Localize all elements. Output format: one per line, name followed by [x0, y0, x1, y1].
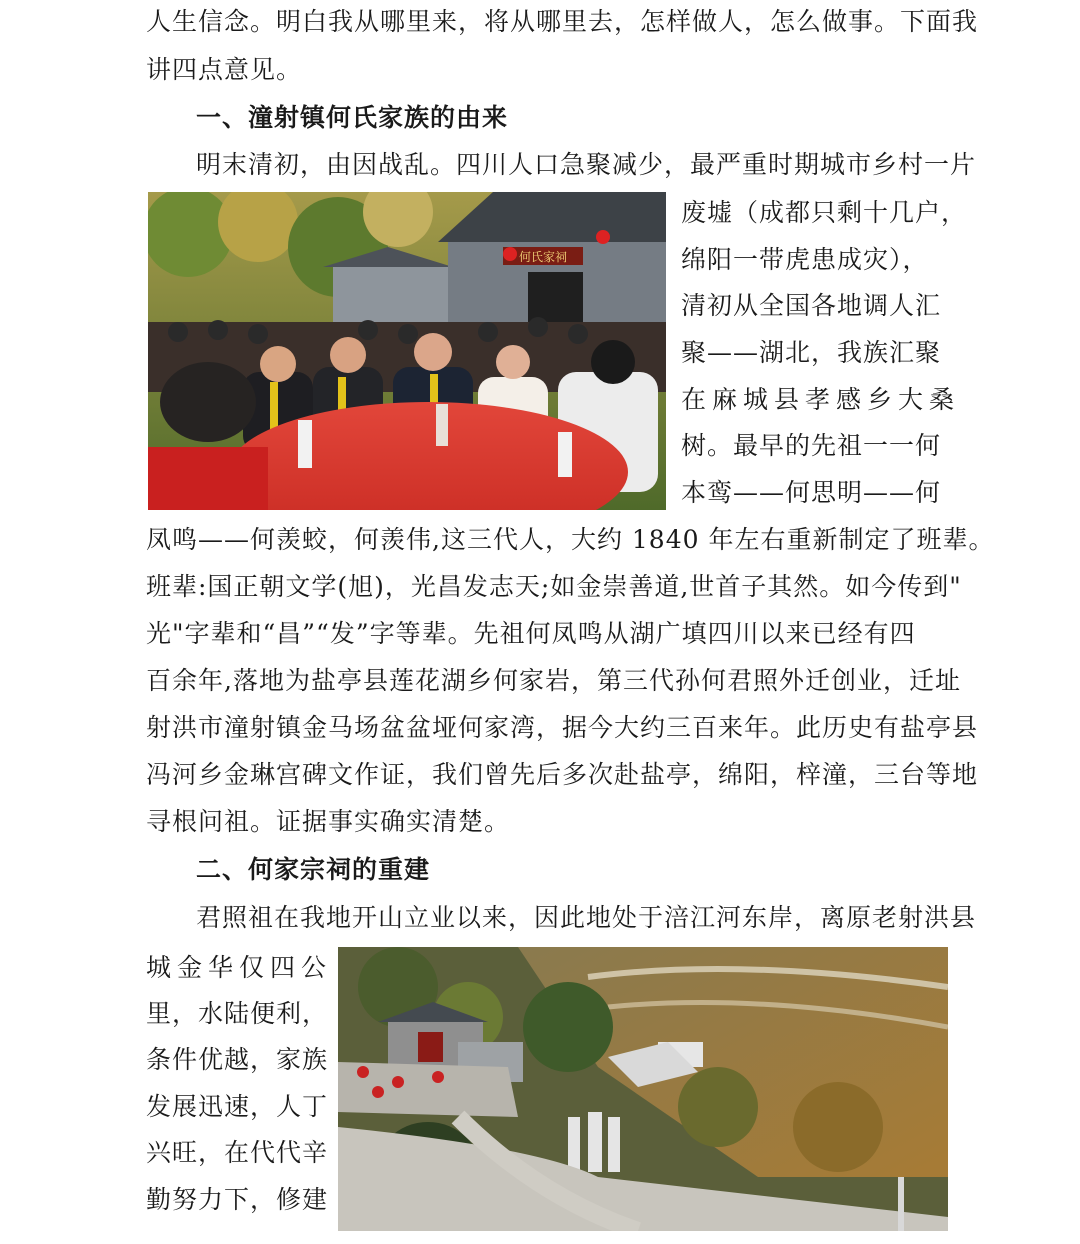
section-1-body-line-7: 寻根问祖。证据事实确实清楚。: [146, 807, 511, 836]
section-1-body-line-6: 冯河乡金琳宫碑文作证，我们曾先后多次赴盐亭，绵阳，梓潼，三台等地: [146, 760, 979, 789]
section-1-body-line-3: 光"字辈和“昌”“发”字等辈。先祖何凤鸣从湖广填四川以来已经有四: [146, 619, 916, 648]
section-1-body-line-2: 班辈:国正朝文学(旭)，光昌发志天;如金崇善道,世首子其然。如今传到": [146, 572, 962, 601]
section-2-wrap-line-5: 兴旺，在代代辛: [146, 1138, 329, 1167]
section-1-wrap-line-4: 聚——湖北，我族汇聚: [681, 338, 942, 367]
section-1-first-line: 明末清初，由因战乱。四川人口急聚减少，最严重时期城市乡村一片: [196, 150, 977, 179]
section-2-wrap-line-2: 里，水陆便利，: [146, 999, 329, 1028]
ancestral-hall-aerial-photo: [338, 947, 948, 1231]
section-2-heading: 二、何家宗祠的重建: [196, 855, 431, 884]
section-1-wrap-line-3: 清初从全国各地调人汇: [681, 291, 942, 320]
section-2-wrap-line-1: 城金华仅四公: [146, 953, 333, 982]
section-1-wrap-line-1: 废墟（成都只剩十几户，: [681, 198, 968, 227]
intro-line-2: 讲四点意见。: [146, 55, 303, 84]
section-1-wrap-line-6: 树。最早的先祖一一何: [681, 431, 942, 460]
section-1-body-line-4: 百余年,落地为盐亭县莲花湖乡何家岩，第三代孙何君照外迁创业，迁址: [146, 666, 961, 695]
section-2-wrap-line-6: 勤努力下，修建: [146, 1185, 329, 1214]
intro-line-1: 人生信念。明白我从哪里来，将从哪里去，怎样做人，怎么做事。下面我: [146, 7, 979, 36]
section-2-first-line: 君照祖在我地开山立业以来，因此地处于涪江河东岸，离原老射洪县: [196, 903, 977, 932]
section-1-wrap-line-5: 在麻城县孝感乡大桑: [681, 385, 961, 414]
section-1-wrap-line-2: 绵阳一带虎患成灾），: [681, 245, 929, 274]
section-2-wrap-line-4: 发展迅速，人丁: [146, 1092, 329, 1121]
hall-sign-text: 何氏家祠: [518, 250, 568, 264]
section-1-heading: 一、潼射镇何氏家族的由来: [196, 103, 509, 132]
section-1-body-line-5: 射洪市潼射镇金马场盆盆垭何家湾，据今大约三百来年。此历史有盐亭县: [146, 713, 979, 742]
section-1-wrap-line-7: 本鸾——何思明——何: [681, 478, 942, 507]
ancestral-hall-banquet-photo: [148, 192, 666, 510]
section-2-wrap-line-3: 条件优越，家族: [146, 1045, 329, 1074]
section-1-body-line-1: 凤鸣——何羡蛟，何羡伟,这三代人，大约 1840 年左右重新制定了班辈。: [146, 525, 995, 554]
